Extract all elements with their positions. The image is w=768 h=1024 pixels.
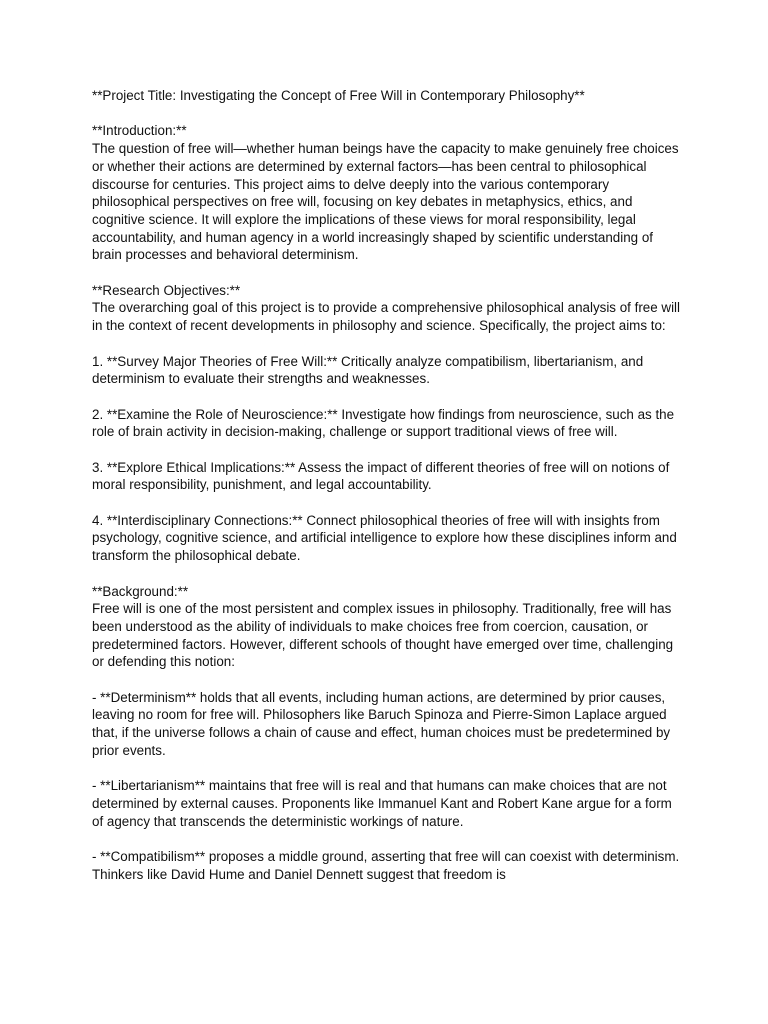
background-text: Free will is one of the most persistent and complex issues in philosophy. Traditionally, free will has been understood as the ability of individuals to make choices free from coercion, causation, or predetermined factors. However, different schools of thought have emerged over time, challenging or defending this notion:	[92, 601, 674, 670]
spacer	[92, 565, 682, 583]
school-item: - **Libertarianism** maintains that free will is real and that humans can make choices that are not determined by external causes. Proponents like Immanuel Kant and Robert Kane argue for a form of agency that transcends the deterministic workings of nature.	[92, 778, 672, 829]
spacer	[92, 671, 682, 689]
spacer	[92, 494, 682, 512]
objective-item: 3. **Explore Ethical Implications:** Assess the impact of different theories of free will on notions of moral responsibility, punishment, and legal accountability.	[92, 459, 670, 493]
introduction-text: The question of free will—whether human beings have the capacity to make genuinely free choices or whether their actions are determined by external factors—has been central to philosophical discourse for centuries. This project aims to delve deeply into the various contemporary philosophical perspectives on free will, focusing on key debates in metaphysics, ethics, and cognitive science. It will explore the implications of these views for moral responsibility, legal accountability, and human agency in a world increasingly shaped by scientific understanding of brain processes and behavioral determinism.	[92, 141, 679, 263]
spacer	[92, 335, 682, 353]
spacer	[92, 441, 682, 459]
document-page	[92, 87, 682, 883]
school-item: - **Compatibilism** proposes a middle ground, asserting that free will can coexist with determinism. Thinkers like David Hume and Daniel Dennett suggest that freedom is	[92, 849, 680, 882]
spacer	[92, 388, 682, 406]
objectives-heading: **Research Objectives:**	[92, 282, 241, 298]
introduction-heading: **Introduction:**	[92, 123, 187, 139]
spacer	[92, 105, 682, 123]
spacer	[92, 264, 682, 282]
objective-item: 1. **Survey Major Theories of Free Will:** Critically analyze compatibilism, libertarianism, and determinism to evaluate their strengths and weaknesses.	[92, 353, 644, 387]
spacer	[92, 760, 682, 778]
objective-item: 2. **Examine the Role of Neuroscience:** Investigate how findings from neuroscience, such as the role of brain activity in decision-making, challenge or support traditional views of free will.	[92, 406, 675, 440]
objective-item: 4. **Interdisciplinary Connections:** Connect philosophical theories of free will with insights from psychology, cognitive science, and artificial intelligence to explore how these disciplines inform and transform the philosophical debate.	[92, 512, 677, 564]
objectives-intro: The overarching goal of this project is to provide a comprehensive philosophical analysis of free will in the context of recent developments in philosophy and science. Specifically, the project aims to:	[92, 300, 681, 334]
document-title: **Project Title: Investigating the Concept of Free Will in Contemporary Philosophy**	[92, 88, 585, 103]
school-item: - **Determinism** holds that all events, including human actions, are determined by prior causes, leaving no room for free will. Philosophers like Baruch Spinoza and Pierre-Simon Laplace argued that, if the universe follows a chain of cause and effect, human choices must be predetermined by prior events.	[92, 689, 671, 758]
spacer	[92, 830, 682, 848]
background-heading: **Background:**	[92, 583, 189, 599]
